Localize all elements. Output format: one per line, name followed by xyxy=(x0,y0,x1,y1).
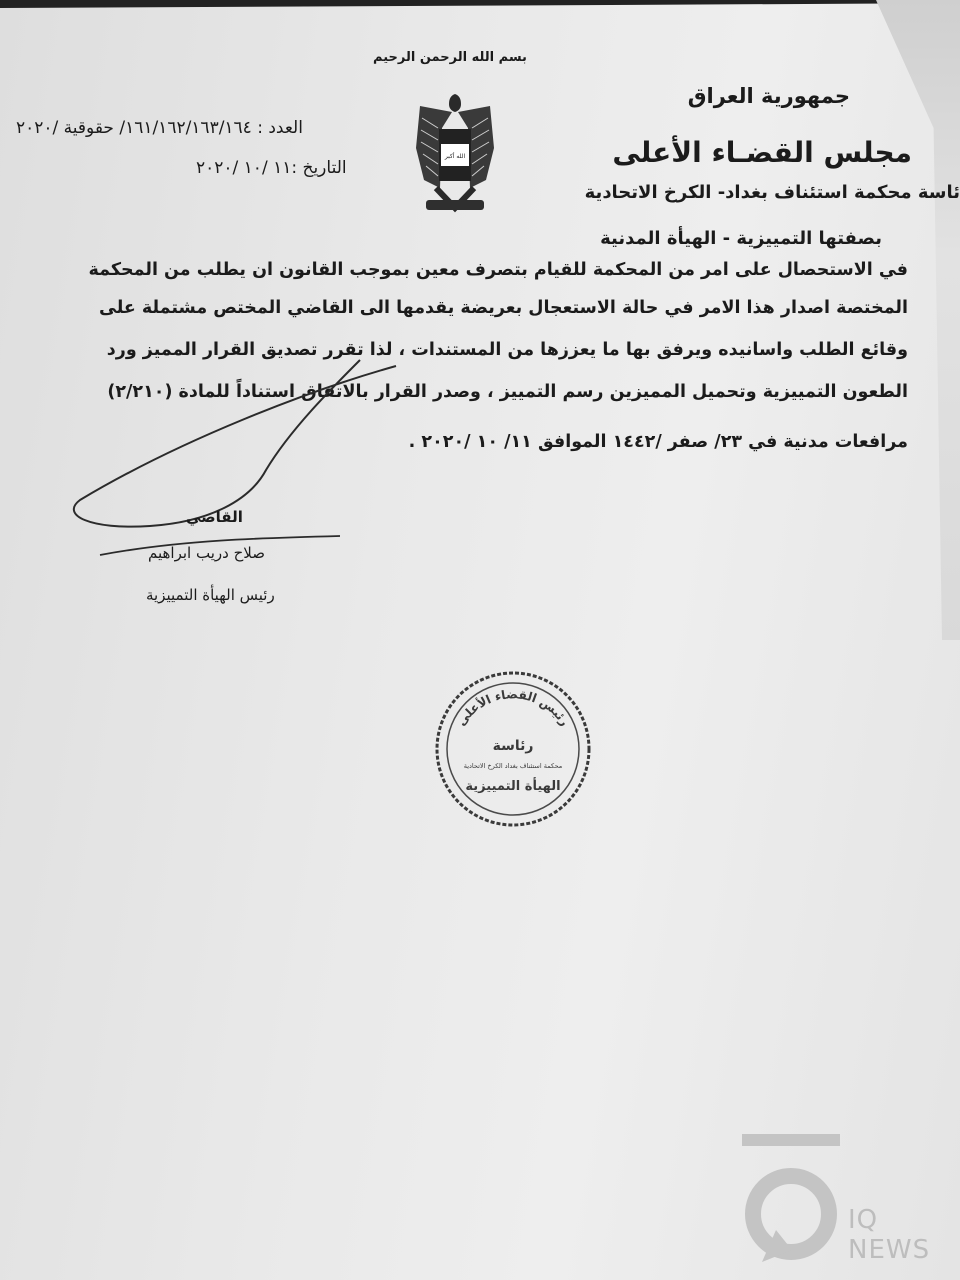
stamp-line-3: الهيأة التمييزية xyxy=(465,779,561,794)
iraq-emblem-icon xyxy=(412,88,498,218)
official-stamp-icon xyxy=(432,668,594,830)
svg-text:رئيس القضاء الأعلى xyxy=(454,687,572,728)
stamp-line-2: محكمة استئناف بغداد الكرخ الاتحادية xyxy=(463,762,563,770)
watermark-text: IQ NEWS xyxy=(848,1205,931,1265)
body-line-4: الطعون التمييزية وتحميل المميزين رسم التمييز ، وصدر القرار بالاتفاق استناداً للمادة (٢/٢١٠) xyxy=(107,382,908,402)
capacity-heading: بصفتها التمييزية - الهيأة المدنية xyxy=(600,228,882,249)
emblem-inscription: الله أكبر xyxy=(444,153,466,160)
court-heading: ئاسة محكمة استئناف بغداد- الكرخ الاتحادية xyxy=(584,182,960,203)
handwritten-signature xyxy=(60,350,420,570)
republic-heading: جمهورية العراق xyxy=(687,84,850,108)
paper-fold xyxy=(840,0,960,640)
reference-date: التاريخ :١١ /١٠ /٢٠٢٠ xyxy=(196,158,347,178)
body-line-3: وقائع الطلب واسانيده ويرفق بها ما يعززها من المستندات ، لذا تقرر تصديق القرار المميز ورد xyxy=(106,340,908,360)
stamp-line-1: رئاسة xyxy=(492,738,534,754)
top-shadow xyxy=(0,0,960,8)
body-line-1: في الاستحصال على امر من المحكمة للقيام بتصرف معين بموجب القانون ان يطلب من المحكمة xyxy=(88,260,908,280)
reference-number: العدد : ١٦١/١٦٢/١٦٣/١٦٤/ حقوقية /٢٠٢٠ xyxy=(16,118,303,138)
iq-news-logo-icon xyxy=(736,1130,846,1270)
council-heading: مجلس القضـاء الأعلى xyxy=(612,136,912,169)
body-line-2: المختصة اصدار هذا الامر في حالة الاستعجال بعريضة يقدمها الى القاضي المختص مشتملة على xyxy=(99,298,908,318)
signature-name: صلاح دريب ابراهيم xyxy=(148,544,265,562)
signature-title: رئيس الهيأة التمييزية xyxy=(146,586,275,604)
body-line-5: مرافعات مدنية في ٢٣/ صفر /١٤٤٢ الموافق ١١/ ١٠ /٢٠٢٠ . xyxy=(408,432,908,452)
stamp-ring-text: رئيس القضاء الأعلى xyxy=(454,687,573,729)
signature-role: القاضي xyxy=(186,508,243,526)
basmala: بسم الله الرحمن الرحيم xyxy=(373,50,527,65)
